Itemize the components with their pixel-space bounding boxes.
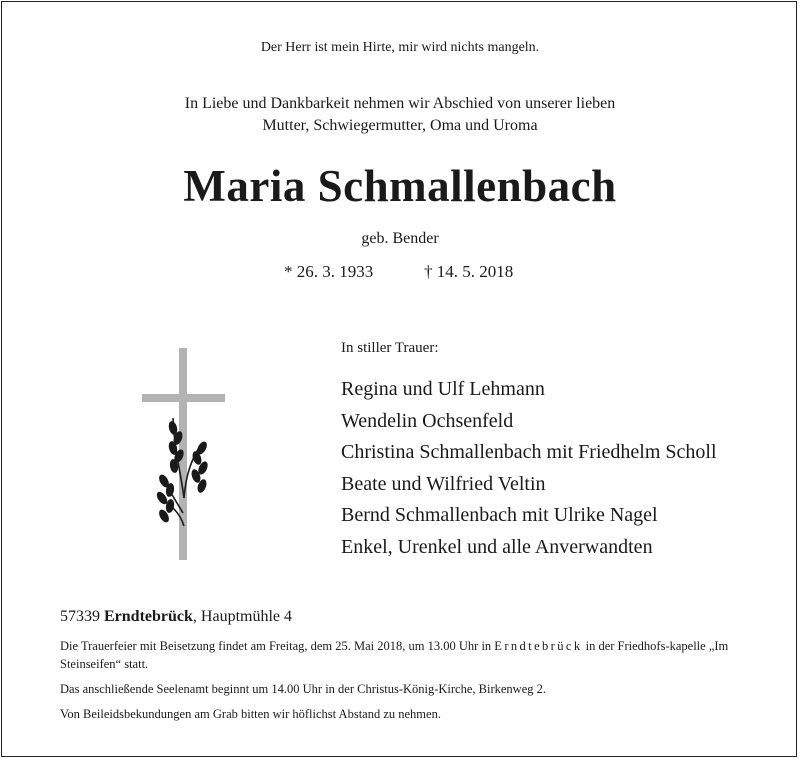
mourner-name: Beate und Wilfried Veltin	[341, 472, 546, 495]
mourner-name: Wendelin Ochsenfeld	[341, 409, 514, 432]
requiem-mass-info: Das anschließende Seelenamt beginnt um 14.00 Uhr in der Christus-König-Kirche, Birkenweg 2.	[60, 682, 546, 696]
mourner-name: Bernd Schmallenbach mit Ulrike Nagel	[341, 504, 658, 527]
mourners-list	[341, 374, 717, 564]
cross-with-wheat-icon	[140, 348, 230, 563]
address-street: , Hauptmühle 4	[192, 608, 292, 625]
family-address	[60, 608, 292, 626]
maiden-name: geb. Bender	[361, 230, 439, 247]
funeral-info-start: Die Trauerfeier mit Beisetzung findet am Freitag, dem 25. Mai 2018, um 13.00 Uhr in	[60, 639, 495, 653]
funeral-notes	[60, 637, 750, 730]
address-town: Erndtebrück	[104, 608, 193, 625]
funeral-info	[60, 637, 750, 673]
bible-verse: Der Herr ist mein Hirte, mir wird nichts mangeln.	[260, 40, 540, 55]
deceased-name: Maria Schmallenbach	[183, 161, 617, 211]
intro-text	[0, 93, 800, 137]
mourning-label: In stiller Trauer:	[341, 340, 439, 356]
address-zip: 57339	[60, 608, 100, 625]
death-date: † 14. 5. 2018	[424, 262, 514, 281]
intro-line-1: In Liebe und Dankbarkeit nehmen wir Abschied von unserer lieben	[184, 95, 616, 112]
intro-line-2: Mutter, Schwiegermutter, Oma und Uroma	[262, 117, 538, 134]
condolence-request: Von Beileidsbekundungen am Grab bitten wir höflichst Abstand zu nehmen.	[60, 707, 441, 721]
mourner-name: Regina und Ulf Lehmann	[341, 378, 545, 400]
mourner-name: Enkel, Urenkel und alle Anverwandten	[341, 535, 653, 558]
funeral-place: Erndtebrück	[494, 639, 583, 653]
funeral-info-end: in der Friedhofs-kapelle „Im Steinseifen“ statt.	[60, 639, 729, 671]
mourner-name: Christina Schmallenbach mit Friedhelm Scholl	[341, 441, 717, 464]
birth-date: * 26. 3. 1933	[284, 262, 374, 281]
